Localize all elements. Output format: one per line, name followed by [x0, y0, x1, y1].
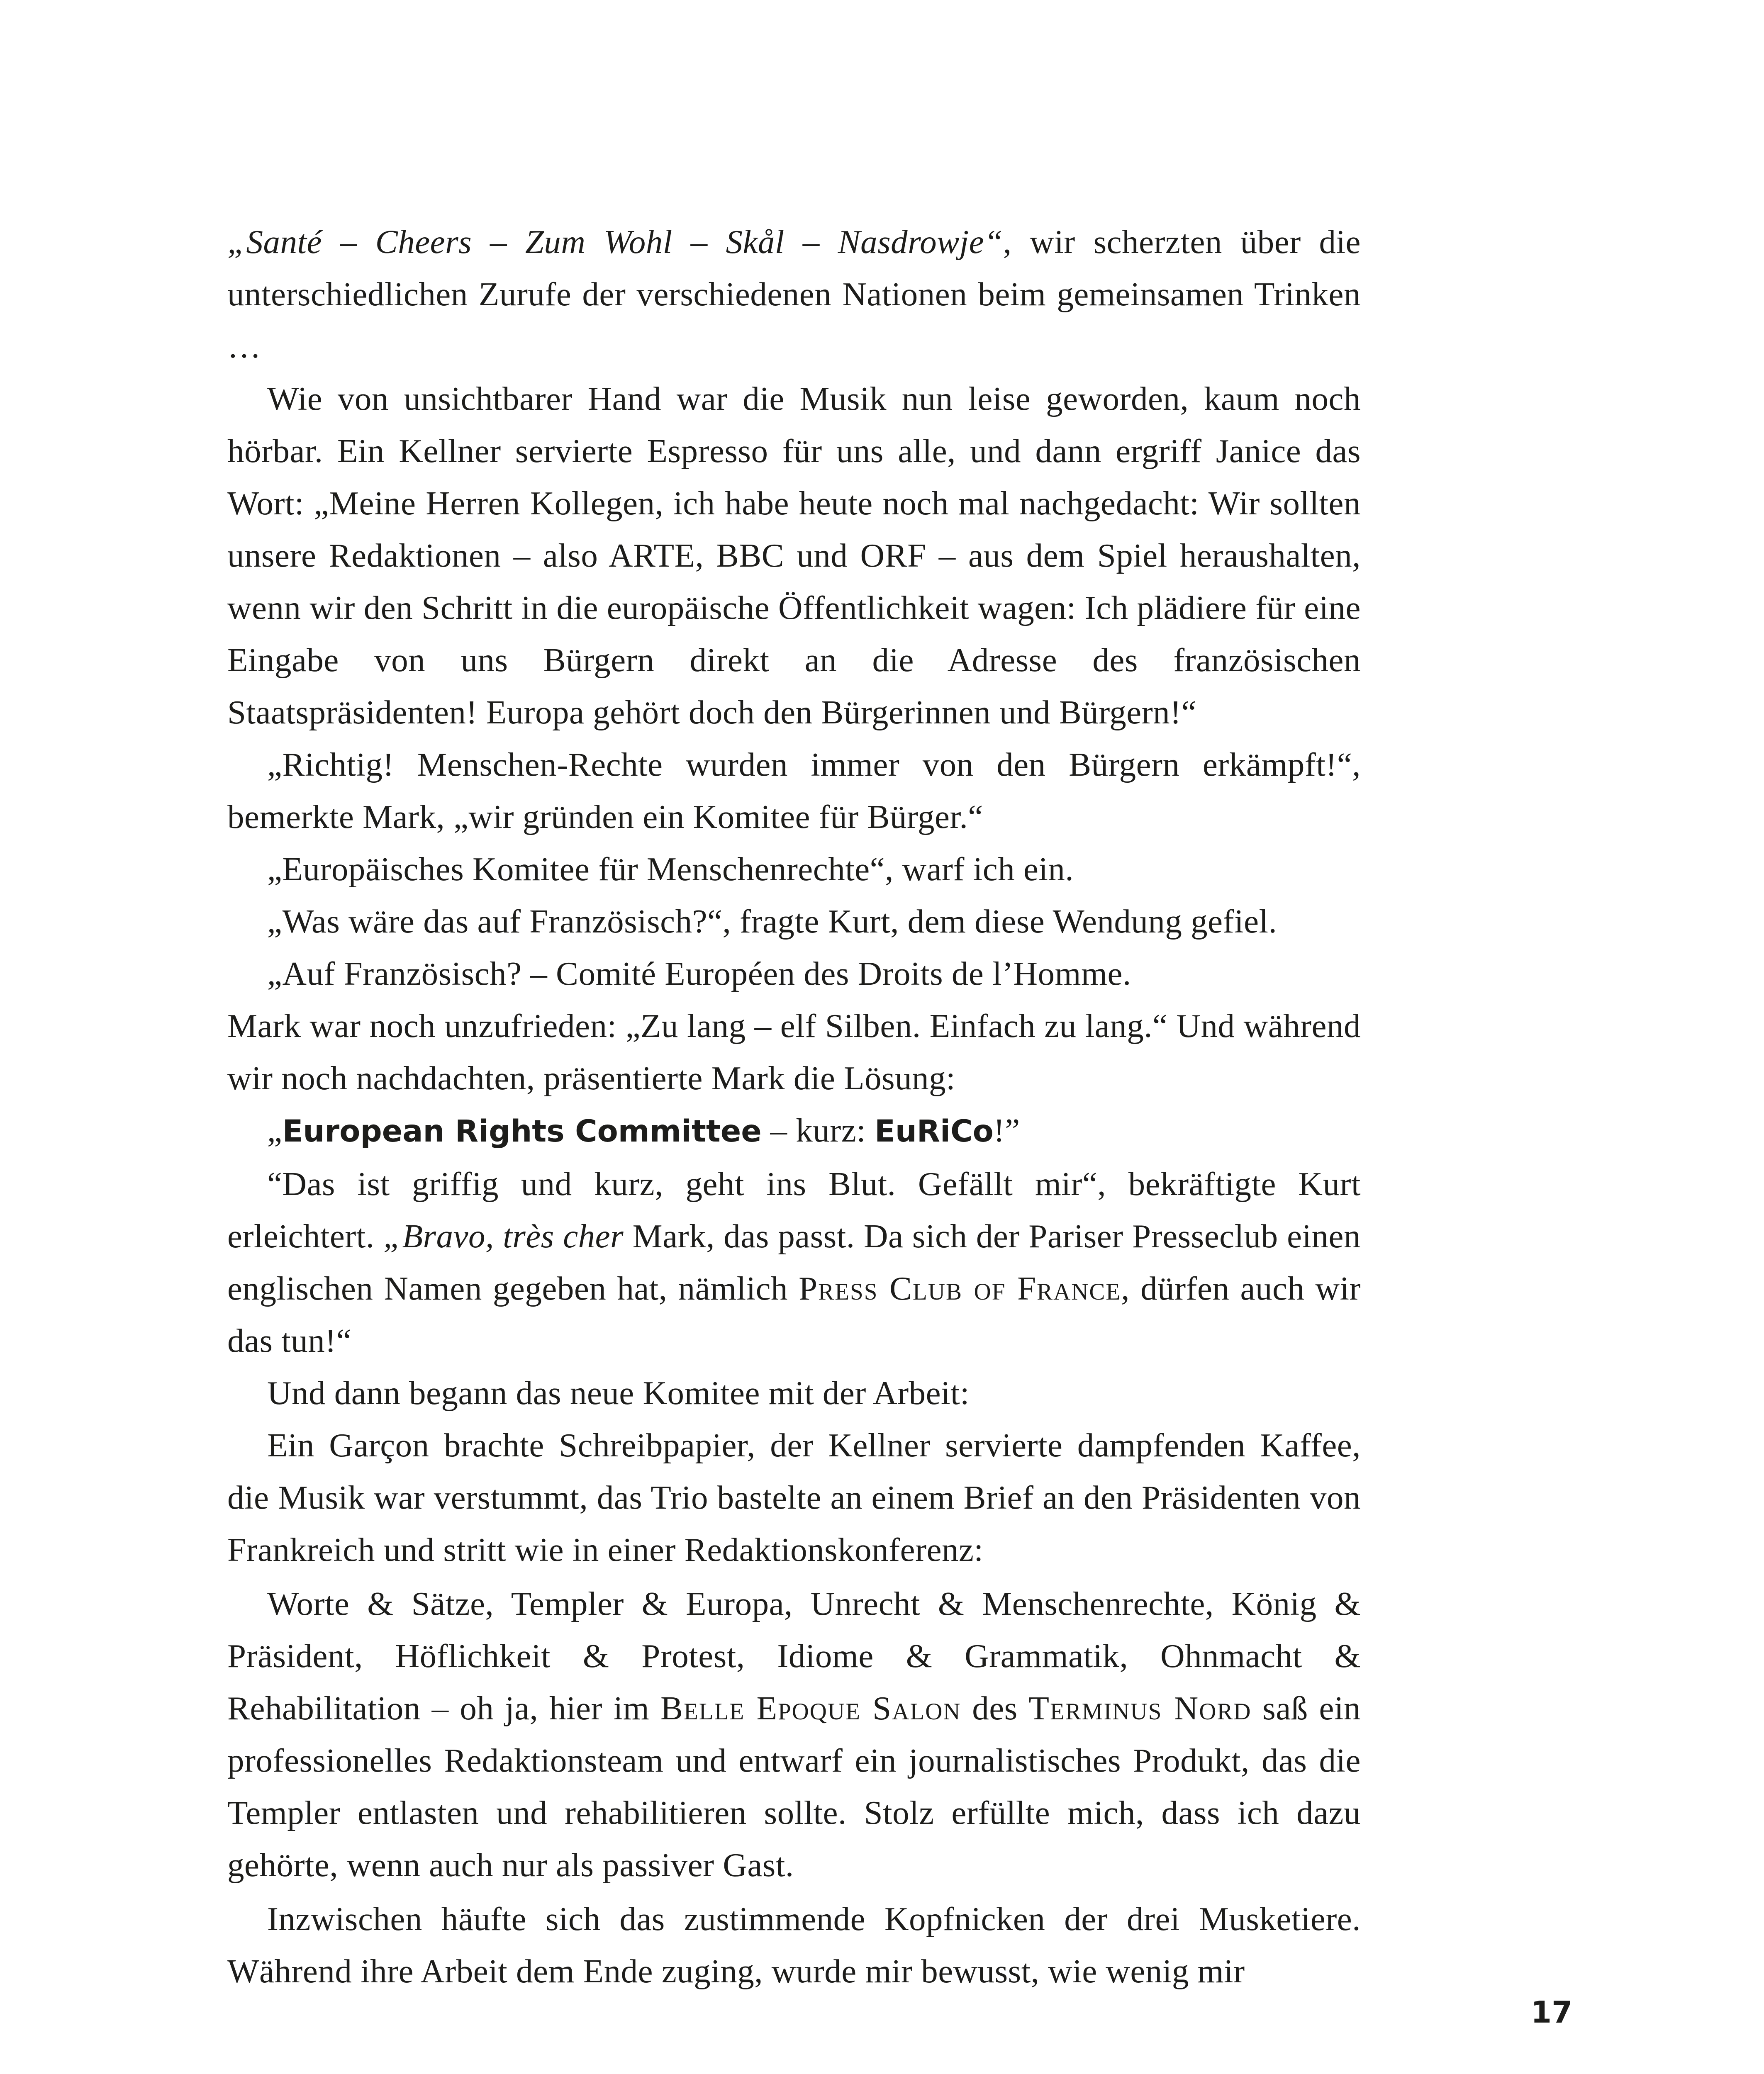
hotel-name: Terminus Nord	[1028, 1689, 1252, 1727]
paragraph-griffig	[227, 1158, 1361, 1367]
griffig-part1: “Das ist griffig und kurz, geht ins Blut. Gefällt mir“, bekräftigte Kurt erleichtert.	[227, 1165, 1361, 1255]
paragraph-toast	[227, 216, 1361, 372]
paragraph-garcon: Ein Garçon brachte Schreibpapier, der Kellner servierte dampfenden Kaffee, die Musik war verstummt, das Trio bastelte an einem Brief an den Präsidenten von Frankreich und stritt wie in einer Redaktionskonferenz:	[227, 1426, 1361, 1568]
body-text	[227, 216, 1361, 1997]
salon-name: Belle Epoque Salon	[660, 1689, 961, 1727]
committee-name: European Rights Committee	[282, 1114, 762, 1149]
eurico-close: !”	[993, 1112, 1020, 1149]
committee-abbreviation: EuRiCo	[874, 1114, 994, 1149]
paragraph-toast-rest: , wir scherzten über die unterschiedlichen Zurufe der verschiedenen Nationen beim gemeinsamen Trinken …	[227, 223, 1361, 365]
paragraph-richtig: „Richtig! Menschen-Rechte wurden immer von den Bürgern erkämpft!“, bemerkte Mark, „wir gründen ein Komitee für Bürger.“	[227, 746, 1361, 835]
paragraph-unzufrieden: Mark war noch unzufrieden: „Zu lang – elf Silben. Einfach zu lang.“ Und während wir noch nachdachten, präsentierte Mark die Lösung:	[227, 1007, 1361, 1097]
griffig-part3: , dürfen auch wir das tun!“	[227, 1270, 1361, 1359]
paragraph-worte	[227, 1577, 1361, 1891]
paragraph-arbeit: Und dann begann das neue Komitee mit der Arbeit:	[267, 1374, 970, 1412]
griffig-part2: Mark, das passt. Da sich der Pariser Presseclub einen englischen Namen gegeben hat, nämlich	[227, 1217, 1361, 1307]
eurico-middle: – kurz:	[761, 1112, 875, 1149]
paragraph-janice: Wie von unsichtbarer Hand war die Musik nun leise geworden, kaum noch hörbar. Ein Kellner servierte Espresso für uns alle, und dann ergriff Janice das Wort: „Meine Herren Kollegen, ich habe heute noch mal nachgedacht: Wir sollten unsere Redaktionen – also ARTE, BBC und ORF – aus dem Spiel heraushalten, wenn wir den Schritt in die europäische Öffentlichkeit wagen: Ich plädiere für eine Eingabe von uns Bürgern direkt an die Adresse des französischen Staatspräsidenten! Europa gehört doch den Bürgerinnen und Bürgern!“	[227, 380, 1361, 731]
bravo-italic: „Bravo, très cher	[383, 1217, 624, 1255]
paragraph-eurico	[227, 1104, 1361, 1158]
toast-phrase: „Santé – Cheers – Zum Wohl – Skål – Nasdrowje“	[227, 223, 1003, 260]
paragraph-komitee: „Europäisches Komitee für Menschenrechte“, warf ich ein.	[267, 850, 1074, 888]
page-number: 17	[1531, 1995, 1573, 2030]
paragraph-franzoesisch-answer: „Auf Französisch? – Comité Européen des Droits de l’Homme.	[267, 955, 1131, 992]
paragraph-musketiere: Inzwischen häufte sich das zustimmende Kopfnicken der drei Musketiere. Während ihre Arbeit dem Ende zuging, wurde mir bewusst, wie wenig mir	[227, 1900, 1361, 1990]
worte-part1: Worte & Sätze, Templer & Europa, Unrecht & Menschenrechte, König & Präsident, Höflichkeit & Protest, Idiome & Grammatik, Ohnmacht & Rehabilitation – oh ja, hier im	[227, 1585, 1361, 1727]
press-club-name: Press Club of France	[799, 1270, 1121, 1307]
paragraph-franzoesisch-question: „Was wäre das auf Französisch?“, fragte Kurt, dem diese Wendung gefiel.	[267, 903, 1277, 940]
worte-part2: des	[961, 1689, 1029, 1727]
worte-part3: saß ein professionelles Redaktionsteam und entwarf ein journalistisches Produkt, das die Templer entlasten und rehabilitieren sollte. Stolz erfüllte mich, dass ich dazu gehörte, wenn auch nur als passiver Gast.	[227, 1689, 1361, 1884]
eurico-open-quote: „	[267, 1112, 283, 1149]
